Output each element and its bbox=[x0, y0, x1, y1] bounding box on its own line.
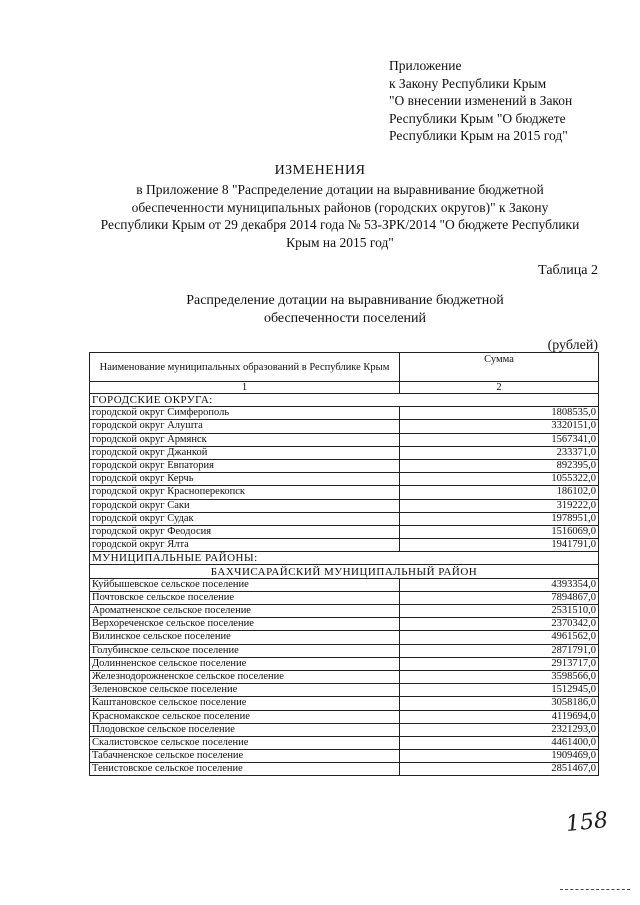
municipality-name: Тенистовское сельское поселение bbox=[90, 763, 400, 776]
table-row bbox=[90, 499, 599, 512]
municipality-name: городской округ Красноперекопск bbox=[90, 486, 400, 499]
subsidy-amount: 186102,0 bbox=[400, 486, 599, 499]
changes-title: ИЗМЕНЕНИЯ bbox=[274, 163, 366, 178]
district-title: БАХЧИСАРАЙСКИЙ МУНИЦИПАЛЬНЫЙ РАЙОН bbox=[90, 565, 599, 578]
municipality-name: городской округ Алушта bbox=[90, 420, 400, 433]
subsidy-amount: 4961562,0 bbox=[400, 631, 599, 644]
subsidy-amount: 233371,0 bbox=[400, 446, 599, 459]
table-row bbox=[90, 473, 599, 486]
appendix-line: Республики Крым на 2015 год" bbox=[389, 128, 568, 143]
table-index-row bbox=[90, 382, 599, 394]
scan-mark-divider bbox=[560, 889, 630, 892]
municipality-name: Ароматненское сельское поселение bbox=[90, 605, 400, 618]
table-row bbox=[90, 644, 599, 657]
subsidy-amount: 2851467,0 bbox=[400, 763, 599, 776]
table-row bbox=[90, 591, 599, 604]
subsidy-amount: 1055322,0 bbox=[400, 473, 599, 486]
section-row-districts bbox=[90, 552, 599, 565]
section-title-urban: ГОРОДСКИЕ ОКРУГА: bbox=[90, 394, 599, 407]
subsidy-table bbox=[89, 352, 599, 776]
table-row bbox=[90, 684, 599, 697]
table-row bbox=[90, 512, 599, 525]
table-row bbox=[90, 631, 599, 644]
municipality-name: Зеленовское сельское поселение bbox=[90, 684, 400, 697]
table-row bbox=[90, 578, 599, 591]
appendix-line: Республики Крым "О бюджете bbox=[389, 110, 566, 126]
table-header-row bbox=[90, 353, 599, 382]
column-index-1: 1 bbox=[90, 382, 400, 394]
subsidy-amount: 2531510,0 bbox=[400, 605, 599, 618]
table-row bbox=[90, 657, 599, 670]
column-index-2: 2 bbox=[400, 382, 599, 394]
table-row bbox=[90, 618, 599, 631]
appendix-line: "О внесении изменений в Закон bbox=[389, 93, 573, 108]
municipality-name: Долинненское сельское поселение bbox=[90, 657, 400, 670]
municipality-name: Куйбышевское сельское поселение bbox=[90, 578, 400, 591]
municipality-name: городской округ Ялта bbox=[90, 539, 400, 552]
subsidy-amount: 1978951,0 bbox=[400, 512, 599, 525]
municipality-name: Красномакское сельское поселение bbox=[90, 710, 400, 723]
table-row bbox=[90, 407, 599, 420]
table-row bbox=[90, 446, 599, 459]
table-row bbox=[90, 433, 599, 446]
municipality-name: Каштановское сельское поселение bbox=[90, 697, 400, 710]
municipality-name: Вилинское сельское поселение bbox=[90, 631, 400, 644]
municipality-name: Верхореченское сельское поселение bbox=[90, 618, 400, 631]
municipality-name: городской округ Армянск bbox=[90, 433, 400, 446]
municipality-name: Голубинское сельское поселение bbox=[90, 644, 400, 657]
table-row bbox=[90, 486, 599, 499]
municipality-name: Железнодорожненское сельское поселение bbox=[90, 670, 400, 683]
subsidy-amount: 1941791,0 bbox=[400, 539, 599, 552]
table-row bbox=[90, 539, 599, 552]
municipality-name: городской округ Судак bbox=[90, 512, 400, 525]
municipality-name: городской округ Саки bbox=[90, 499, 400, 512]
municipality-name: городской округ Керчь bbox=[90, 473, 400, 486]
subsidy-amount: 1808535,0 bbox=[400, 407, 599, 420]
table-row bbox=[90, 723, 599, 736]
subsidy-amount: 1567341,0 bbox=[400, 433, 599, 446]
subsidy-amount: 4119694,0 bbox=[400, 710, 599, 723]
table-row bbox=[90, 750, 599, 763]
subsidy-amount: 1909469,0 bbox=[400, 750, 599, 763]
subsidy-amount: 1512945,0 bbox=[400, 684, 599, 697]
municipality-name: Скалистовское сельское поселение bbox=[90, 736, 400, 749]
table-row bbox=[90, 459, 599, 472]
units-label: (рублей) bbox=[547, 338, 598, 353]
table-label: Таблица 2 bbox=[538, 263, 598, 278]
subsidy-amount: 7894867,0 bbox=[400, 591, 599, 604]
table-row bbox=[90, 605, 599, 618]
municipality-name: Табачненское сельское поселение bbox=[90, 750, 400, 763]
column-header-name: Наименование муниципальных образований в Республике Крым bbox=[90, 353, 400, 382]
section-row-urban bbox=[90, 394, 599, 407]
appendix-line: Приложение bbox=[389, 58, 462, 73]
table-row bbox=[90, 420, 599, 433]
subsidy-amount: 2321293,0 bbox=[400, 723, 599, 736]
appendix-block bbox=[389, 57, 619, 145]
subsidy-amount: 4461400,0 bbox=[400, 736, 599, 749]
table-row bbox=[90, 736, 599, 749]
changes-description: в Приложение 8 "Распределение дотации на выравнивание бюджетной обеспеченности муниципальных районов (городских округов)" к Закону Республики Крым от 29 декабря 2014 года № 53-ЗРК/2014 "О бюджете Республики Крым на 2015 год" bbox=[100, 182, 580, 250]
subsidy-amount: 1516069,0 bbox=[400, 525, 599, 538]
subsidy-amount: 319222,0 bbox=[400, 499, 599, 512]
municipality-name: городской округ Джанкой bbox=[90, 446, 400, 459]
subsidy-amount: 892395,0 bbox=[400, 459, 599, 472]
table-title: Распределение дотации на выравнивание бюджетной обеспеченности поселений bbox=[186, 293, 504, 326]
subsidy-amount: 3598566,0 bbox=[400, 670, 599, 683]
subsidy-amount: 4393354,0 bbox=[400, 578, 599, 591]
handwritten-page-number: 158 bbox=[564, 807, 610, 838]
subsidy-amount: 3058186,0 bbox=[400, 697, 599, 710]
subsidy-amount: 2913717,0 bbox=[400, 657, 599, 670]
municipality-name: Почтовское сельское поселение bbox=[90, 591, 400, 604]
section-title-districts: МУНИЦИПАЛЬНЫЕ РАЙОНЫ: bbox=[90, 552, 599, 565]
municipality-name: городской округ Симферополь bbox=[90, 407, 400, 420]
appendix-line: к Закону Республики Крым bbox=[389, 75, 547, 91]
table-row bbox=[90, 697, 599, 710]
municipality-name: городской округ Феодосия bbox=[90, 525, 400, 538]
column-header-amount: Сумма bbox=[400, 353, 599, 382]
municipality-name: Плодовское сельское поселение bbox=[90, 723, 400, 736]
table-row bbox=[90, 710, 599, 723]
table-row bbox=[90, 670, 599, 683]
subsidy-amount: 3320151,0 bbox=[400, 420, 599, 433]
table-row bbox=[90, 525, 599, 538]
municipality-name: городской округ Евпатория bbox=[90, 459, 400, 472]
table-row bbox=[90, 763, 599, 776]
subsidy-amount: 2370342,0 bbox=[400, 618, 599, 631]
district-row bbox=[90, 565, 599, 578]
subsidy-amount: 2871791,0 bbox=[400, 644, 599, 657]
